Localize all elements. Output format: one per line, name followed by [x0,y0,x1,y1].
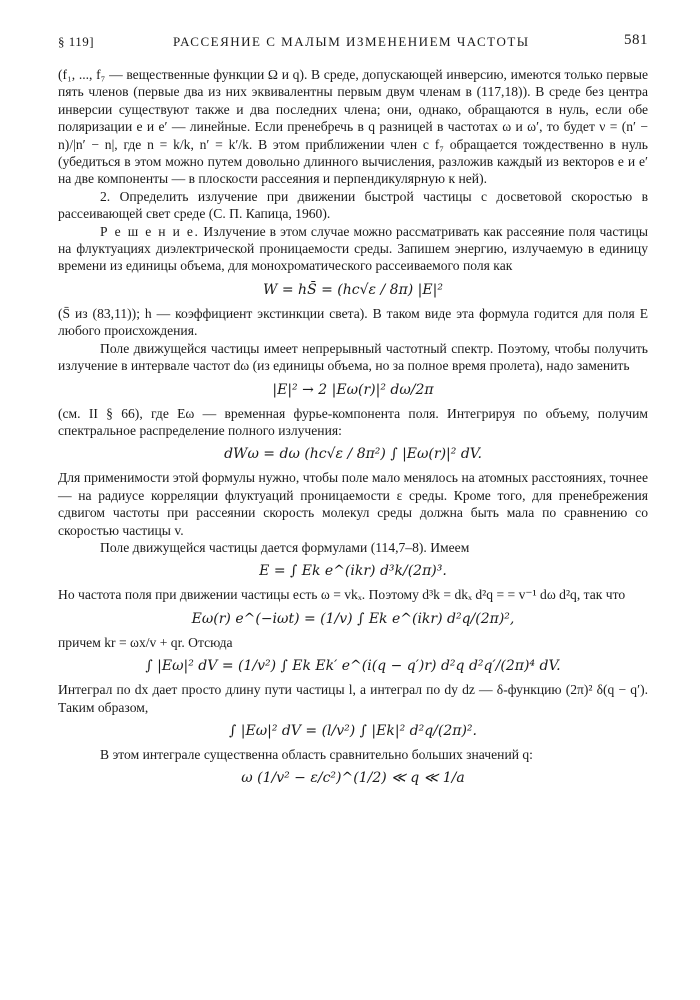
paragraph: (f₁, ..., f₇ — вещественные функции Ω и q). В среде, допускающей инверсию, имеются только первые пять членов (первые два из них эквивалентны первым двум членам в (117,18)). В среде без центра инверсии существуют также и два последних члена; они, однако, обращаются в нуль, если обе поляризации e и e′ — линейные. Если пренебречь в q разницей в частотах ω и ω′, то будет ν = (n′ − n)/|n′ − n|, где n = k/k, n′ = k′/k. В этом приближении член с f₇ обращается тождественно в нуль (убедиться в этом можно путем довольно длинного вычисления, разложив каждый из векторов e и e′ на две компоненты — в плоскости рассеяния и перпендикулярную к ней). [58,67,648,187]
solution-label: Р е ш е н и е. [100,223,200,239]
paragraph: Поле движущейся частицы дается формулами (114,7–8). Имеем [100,539,470,555]
equation: ∫ |Eω|² dV = (1/v²) ∫ Ek Ek′ e^(i(q − q′)r) d²q d²q′/(2π)⁴ dV. [145,658,561,675]
section-reference: § 119] [58,34,95,49]
paragraph: Но частота поля при движении частицы есть ω = vkₓ. Поэтому d³k = dkₓ d²q = = v⁻¹ dω d²q, так что [58,587,626,603]
paragraph: Для применимости этой формулы нужно, чтобы поле мало менялось на атомных расстояниях, точнее — на радиусе корреляции флуктуаций проницаемости ε среды. Кроме того, для пренебрежения сдвигом частоты при рассеянии скорость молекул среды должна быть мала по сравнению со скоростью частицы v. [58,470,648,538]
paragraph: Поле движущейся частицы имеет непрерывный частотный спектр. Поэтому, чтобы получить излучение в интервале частот dω (из единицы объема, но за полное время пролета), надо заменить [58,340,648,374]
problem-statement: 2. Определить излучение при движении быстрой частицы с досветовой скоростью в рассеивающей свет среде (С. П. Капица, 1960). [58,188,648,222]
equation: |E|² → 2 |Eω(r)|² dω/2π [272,381,434,398]
paragraph: (S̄ из (83,11)); h — коэффициент экстинкции света). В таком виде эта формула годится для поля E любого происхождения. [58,305,648,339]
paragraph: причем kr = ωx/v + qr. Отсюда [58,634,233,650]
paragraph: В этом интеграле существенна область сравнительно больших значений q: [100,746,533,762]
body-text [58,66,648,787]
paragraph: Интеграл по dx дает просто длину пути частицы l, а интеграл по dy dz — δ-функцию (2π)² δ(q − q′). Таким образом, [58,682,648,715]
paragraph: (см. II § 66), где Eω — временная фурье-компонента поля. Интегрируя по объему, получим спектральное распределение полного излучения: [58,405,648,438]
book-page [58,30,648,793]
equation: ∫ |Eω|² dV = (l/v²) ∫ |Ek|² d²q/(2π)². [229,722,477,739]
page-number: 581 [624,32,648,48]
equation: dWω = dω (hc√ε / 8π²) ∫ |Eω(r)|² dV. [224,446,482,463]
running-header [58,30,648,52]
running-title: РАССЕЯНИЕ С МАЛЫМ ИЗМЕНЕНИЕМ ЧАСТОТЫ [173,34,530,49]
equation: Eω(r) e^(−iωt) = (1/v) ∫ Ek e^(ikr) d²q/(2π)², [191,610,515,627]
equation: ω (1/v² − ε/c²)^(1/2) ≪ q ≪ 1/a [241,770,465,787]
equation: E = ∫ Ek e^(ikr) d³k/(2π)³. [259,563,447,580]
equation: W = hS̄ = (hc√ε / 8π) |E|² [263,281,443,298]
paragraph-text: Излучение в этом случае можно рассматривать как рассеяние поля частицы на флуктуациях диэлектрической проницаемости среды. Запишем энергию, излучаемую в единицу времени из единицы объема, для монохроматического рассеиваемого поля как [58,223,648,274]
solution-paragraph [58,223,648,275]
